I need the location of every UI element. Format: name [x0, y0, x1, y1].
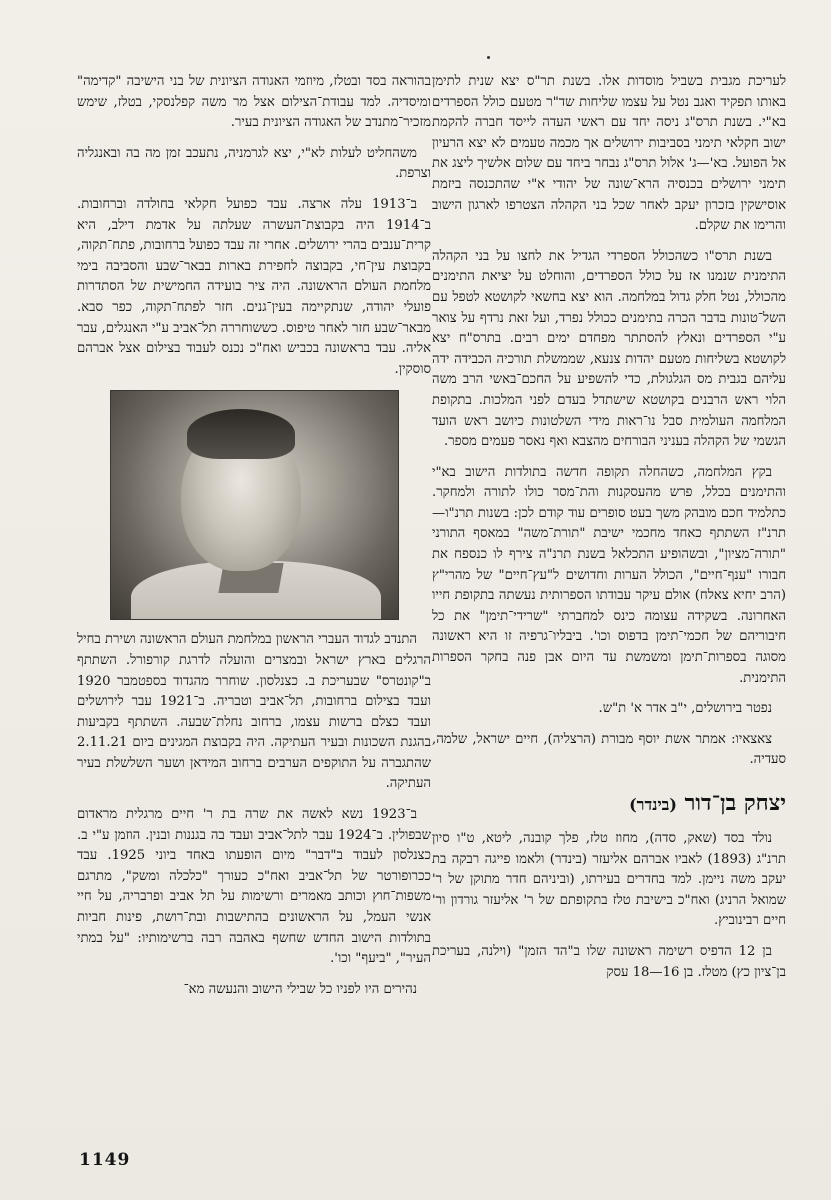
paragraph: ב־1923 נשא לאשה את שרה בת ר' חיים מרגלית מראדום שבפולין. ב־1924 עבר לתל־אביב ועבד בה בגננות ובנין. הוזמן ע"י ב. כצנלסון לעבוד ב"דבר" מיום הופעתו באחד ביוני 1925. עבד ככרופורטר של תל־אביב ואח"כ כעורך "כלכלה ומשק", מתרגם משפות־חוץ וכותב מאמרים ורשימות על תל אביב ופרבריה, על חיי אנשי העמל, על הראשונים בהתישבות ובת־רושת, פינות חביות בתולדות הישוב החדש שחשף באהבה רבה ברשימותיו: "על במתי העיר", "ביעף" וכו'. — [77, 807, 432, 967]
biography-heading — [432, 789, 786, 819]
biography-former-name: (בינדר) — [629, 795, 677, 814]
paragraph: בן 12 הדפיס רשימה ראשונה שלו ב"הד הזמן" (וילנה, בעריכת בן־ציון כץ) מטלז. בן 16—18 עסק — [432, 943, 786, 980]
paragraph: בשנת תרס"ו כשהכולל הספרדי הגדיל את לחצו על בני הקהלה התימנית שנמנו אז על כולל הספרדים, והוחלט על יציאת התימנים מהכולל, נטל חלק גדול במלחמה. הוא יצא בחשאי לקושטא לטפל עם השל־טונות בדבר הכרה בתימנים ככולל נפרד, ועל זאת נרדף על צואר ע"י הספרדים ונאלץ להסתתר מפחדם ימים רבים. בתרס"ח יצא לקושטא בשליחות מטעם יהדות צנעא, שממשלת תורכיה הכבידה ידה עליהם בגבית מס הגלגולת, כדי להשפיע על החכם־באשי הרב משה הלוי ראש הרבנים בקושטא שישתדל בעדם לפני המלכות. בתקופת המלחמה העולמית סבל נו־ראות מידי השלטונות כיושב ראש הועד הגשמי של הקהלה בעניני הבורחים מהצבא ואף נאסר פעמים מספר. — [432, 248, 786, 450]
paragraph: משהחליט לעלות לא"י, יצא לגרמניה, נתעכב זמן מה בה ובאנגליה וצרפת. — [77, 145, 431, 182]
paragraph: בקץ המלחמה, כשהחלה תקופה חדשה בתולדות הישוב בא"י והתימנים בכלל, פרש מהעסקנות והת־מסר כולו לתורה ולמחקר. כתלמיד חכם מובהק משך בעט סופרים עוד קודם לכן: בשנות תרנ"ו—תרנ"ז השתתף כאחד מחכמי ישיבת "תורת־משה" במאסף התורני "תורה־מציון", ובשהופיע התכלאל בשנת תרנ"ה צירף לו כנספח את חבורו "ענף־חיים", הכולל הערות וחדושים ל"עץ־חיים" של מהרי"ץ (הרב יחיא צאלח) אולם עיקר עבודתו הספרותית נעשתה בתקופת חייו האחרונה. בשקידה עצומה כינס למחברתי "שרידי־תימן" את כל חיבוריהם של חכמי־תימן בדפוס וכו'. ביבליו־גרפיה זו היא ראשונה מסוגה בספרות־תימן ומשמשת עד היום אבן פנה בחקר הספרות התימנית. — [432, 464, 786, 686]
portrait-photo — [110, 390, 399, 620]
death-note: נפטר בירושלים, י"ב אדר א' ת"ש. — [598, 701, 772, 717]
photo-hair — [187, 409, 295, 459]
paragraph: נהירים היו לפניו כל שבילי הישוב והנעשה מא־ — [183, 981, 417, 997]
right-column — [432, 72, 786, 993]
paragraph: ב־1913 עלה ארצה. עבד כפועל חקלאי בחולדה וברחובות. ב־1914 היה בקבוצת־העשרה שעלתה על אדמת דילב, היא קרית־ענבים בהרי ירושלים. אחרי זה עבד כפועל ברחובות, פתח־תקוה, בקבוצת עין־חי, בקבוצה לחפירת בארות בבאר־שבע והסביבה בימי מלחמת העולם הראשונה. היה ציר בועידה החמישית של הסתדרות פועלי יהודה, שנתקיימה בעין־גנים. חזר לפתח־תקוה, כפר סבא. מבאר־שבע חזר לאחר טיפוס. כששוחררה תל־אביב ע"י האנגלים, עבר אליה. עבד בראשונה בכביש ואח"כ נכנס לעבוד בצילום אצל אברהם סוסקין. — [77, 196, 431, 377]
print-mark — [487, 56, 490, 59]
biography-name: יצחק בן־דור — [684, 790, 786, 816]
paragraph: בהוראה בסד ובטלז, מיוזמי האגודה הציונית של בני הישיבה "קדימה" ומיסדיה. למד עבודת־הצילום אצל מר משה קפלנסקי, בטלז, שימש מזכיר־מתנדב של האגודה הציונית בעיר. — [77, 74, 431, 131]
page-number: 1149 — [79, 1150, 131, 1170]
paragraph: לעריכת מגבית בשביל מוסדות אלו. בשנת תר"ס יצא שנית לתימן באותו תפקיד ואגב נטל על עצמו שליחות שד"ר מטעם כולל הספרדים בא"י. בשנת תרס"ג ניסה יחד עם ראשי העדה לייסד חברה להקמת ישוב חקלאי תימני בסביבות ירושלים אך מכמה טעמים לא יצא הרעיון אל הפועל. בא'—ג' אלול תרס"ג נבחר ביחד עם שלום אלשיך ליצג את תימני ירושלים בכנסיה הרא־שונה של יהודי א"י שהתכנסה ביזמת אוסישקין בזכרון יעקב לאחר שכל בני הקהלה הצטרפו לארגון הישוב והרימו את שקלם. — [432, 74, 786, 234]
descendants: צאצאיו: אמתר אשת יוסף מבורת (הרצליה), חיים ישראל, שלמה, סעדיה. — [432, 731, 786, 768]
paragraph: התנדב לגדוד העברי הראשון במלחמת העולם הראשונה ושירת בחיל הרגלים בארץ ישראל ובמצרים והועלה לדרגת קורפורל. השתתף ב"קונטרס" שבעריכת ב. כצנלסון. שוחרר מהגדוד בספטמבר 1920 ועבד בצילום ברחובות, תל־אביב וטבריה. ב־1921 עבר לירושלים ועבד כצלם ברשות עצמו, ברחוב נחלת־שבעה. השתתף בקביעות בהגנת השכונות ובעיר העתיקה. היה בקבוצת המגינים ביום 2.11.21 שהתגברה על התוקפים הערבים ברחוב המידאן ושער השלשלת בעיר העתיקה. — [77, 632, 432, 792]
paragraph: נולד בסד (שאק, סדה), מחוז טלז, פלך קובנה, ליטא, ט"ו סיון תרנ"ג (1893) לאביו אברהם אליעזר (בינדר) ולאמו פייגה רבקה בת יעקב משה ניימן. למד בחדרים בעירתו, (וביניהם חדר מתוקן של ר' שמואל הרניג) ואח"כ בישיבת טלז בתקופתם של ר' אליעזר גורדון ור' חיים רבינוביץ. — [432, 831, 786, 929]
left-column — [77, 72, 431, 1010]
